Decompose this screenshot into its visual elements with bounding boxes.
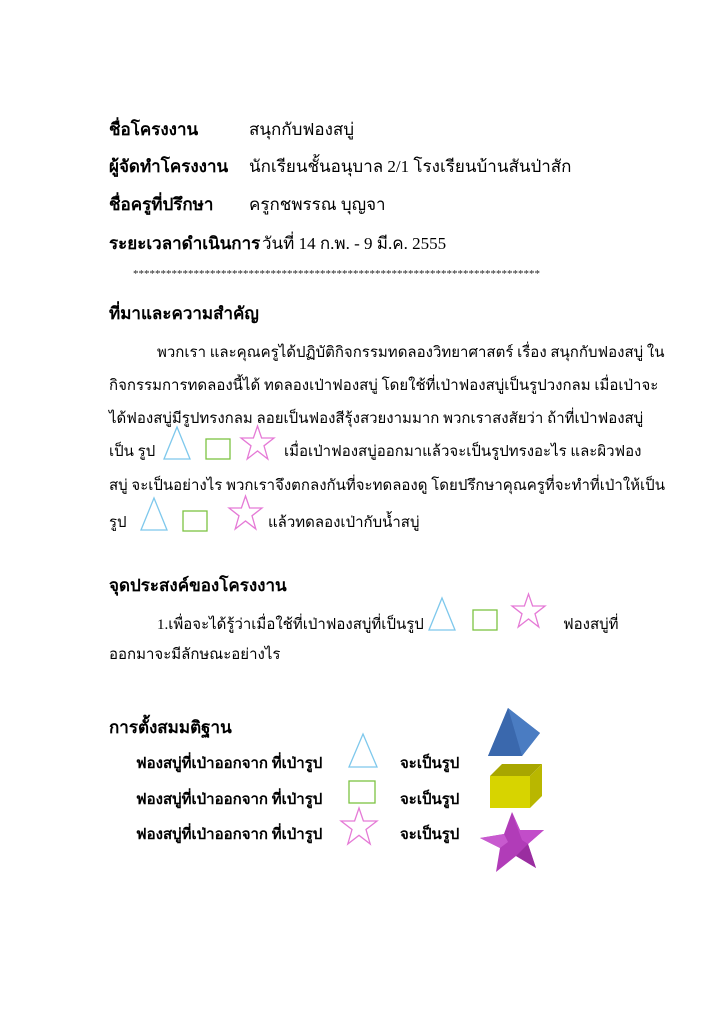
background-line-1: พวกเรา และคุณครูได้ปฏิบัติกิจกรรมทดลองวิทยาศาสตร์ เรื่อง สนุกกับฟองสบู่ ใน — [157, 345, 665, 361]
advisor-value: ครูกชพรรณ บุญจา — [249, 195, 386, 214]
background-heading: ที่มาและความสำคัญ — [109, 304, 259, 323]
triangle-outline-icon — [348, 733, 378, 768]
background-line-4-start: เป็น รูป — [109, 444, 156, 460]
star-outline-icon — [240, 425, 275, 461]
star-outline-icon — [228, 495, 263, 531]
objective-line-1-start: 1.เพื่อจะได้รู้ว่าเมื่อใช้ที่เป่าฟองสบู่ที่เป็นรูป — [157, 617, 424, 633]
background-line-2: กิจกรรมการทดลองนี้ได้ ทดลองเป่าฟองสบู่ โดยใช้ที่เป่าฟองสบู่เป็นรูปวงกลม เมื่อเป่าจะ — [109, 378, 659, 394]
triangular-prism-icon — [486, 706, 542, 758]
hypothesis-row-1-label: ฟองสบู่ที่เป่าออกจาก ที่เป่ารูป — [136, 756, 323, 772]
hypothesis-row-1-result: จะเป็นรูป — [400, 756, 460, 772]
objective-line-1-end: ฟองสบู่ที่ — [563, 617, 619, 633]
background-line-6-end: แล้วทดลองเป่ากับน้ำสบู่ — [268, 515, 420, 531]
cube-icon — [488, 762, 544, 810]
triangle-outline-icon — [428, 597, 456, 631]
hypothesis-row-2-label: ฟองสบู่ที่เป่าออกจาก ที่เป่ารูป — [136, 792, 323, 808]
period-label: ระยะเวลาดำเนินการ — [109, 234, 261, 253]
triangle-outline-icon — [163, 426, 191, 460]
hypothesis-row-2-result: จะเป็นรูป — [400, 792, 460, 808]
square-outline-icon — [472, 609, 498, 631]
triangle-outline-icon — [140, 497, 168, 531]
hypothesis-heading: การตั้งสมมติฐาน — [109, 718, 232, 737]
advisor-label: ชื่อครูที่ปรึกษา — [109, 195, 214, 214]
organizer-value: นักเรียนชั้นอนุบาล 2/1 โรงเรียนบ้านสันป่าสัก — [249, 157, 572, 176]
background-line-4-end: เมื่อเป่าฟองสบู่ออกมาแล้วจะเป็นรูปทรงอะไร และผิวฟอง — [284, 444, 642, 460]
organizer-label: ผู้จัดทำโครงงาน — [109, 157, 229, 176]
separator-line: ************************************************************************** — [133, 268, 540, 280]
star-outline-icon — [340, 807, 378, 845]
project-name-label: ชื่อโครงงาน — [109, 120, 199, 139]
period-value: วันที่ 14 ก.พ. - 9 มี.ค. 2555 — [262, 234, 447, 253]
square-outline-icon — [348, 780, 376, 804]
square-outline-icon — [205, 438, 231, 460]
hypothesis-row-3-result: จะเป็นรูป — [400, 827, 460, 843]
hypothesis-row-3-label: ฟองสบู่ที่เป่าออกจาก ที่เป่ารูป — [136, 827, 323, 843]
star-prism-icon — [478, 810, 548, 876]
project-name-value: สนุกกับฟองสบู่ — [249, 120, 355, 139]
square-outline-icon — [182, 510, 208, 532]
background-line-6-start: รูป — [109, 515, 127, 531]
star-outline-icon — [511, 593, 546, 629]
objective-heading: จุดประสงค์ของโครงงาน — [109, 576, 287, 595]
background-line-3: ได้ฟองสบู่มีรูปทรงกลม ลอยเป็นฟองสีรุ้งสวยงามมาก พวกเราสงสัยว่า ถ้าที่เป่าฟองสบู่ — [109, 411, 644, 427]
background-line-5: สบู่ จะเป็นอย่างไร พวกเราจึงตกลงกันที่จะทดลองดู โดยปรึกษาคุณครูที่จะทำที่เป่าให้เป็น — [109, 478, 665, 494]
objective-line-2: ออกมาจะมีลักษณะอย่างไร — [109, 647, 281, 663]
